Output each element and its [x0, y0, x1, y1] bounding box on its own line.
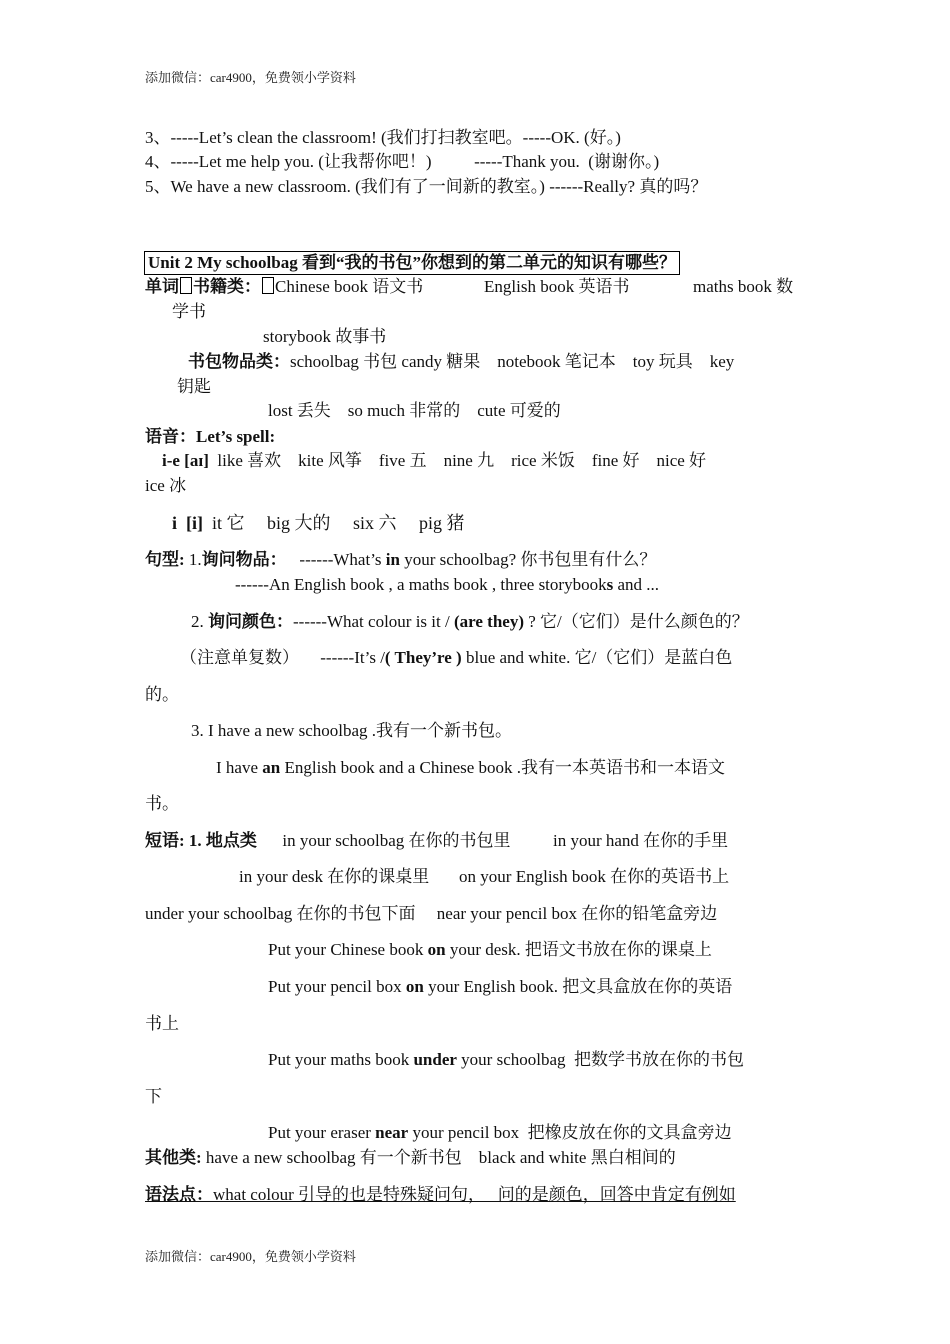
vocab-maths-book: maths book 数 [693, 277, 794, 296]
put4-a: Put your eraser [268, 1123, 376, 1142]
sentences-label: 句型: [145, 550, 185, 569]
unit-title: Unit 2 My schoolbag 看到“我的书包”你想到的第二单元的知识有哪些？ [144, 251, 680, 275]
s2-q-a: ------What colour is it / [293, 612, 454, 631]
vocab-chinese-book: Chinese book 语文书 [275, 277, 424, 296]
i-words: it 它 big 大的 six 六 pig 猪 [212, 513, 465, 533]
vocab-bag-line2: 钥匙 [177, 377, 211, 396]
phrases-line3: under your schoolbag 在你的书包下面 near your pencil box 在你的铅笔盒旁边 [145, 904, 718, 923]
sentence-1-question [145, 549, 656, 571]
dialogue-3: 3、-----Let’s clean the classroom! (我们打扫教室吧。-----OK. (好。) [145, 128, 621, 147]
vocab-book-line2: 学书 [172, 302, 206, 321]
s1-q-b: in [385, 550, 400, 569]
sentence-1-answer [235, 574, 659, 596]
s1-q-a: ------What’s [299, 550, 386, 569]
s3-l2-c: English book and a Chinese book .我有一本英语书和一本语文 [280, 758, 726, 777]
s1-title: 询问物品： [201, 550, 287, 569]
put-sentence-3-line2: 下 [145, 1087, 162, 1106]
others-line [145, 1147, 676, 1169]
s2-q-c: ? 它/（它们）是什么颜色的？ [524, 612, 749, 631]
i-sound-label: i [i] [172, 513, 203, 533]
put1-c: your desk. 把语文书放在你的课桌上 [445, 940, 712, 959]
put3-a: Put your maths book [268, 1050, 414, 1069]
s1-q-c: your schoolbag? 你书包里有什么？ [399, 550, 657, 569]
put2-a: Put your pencil box [268, 977, 406, 996]
checkbox-glyph [262, 277, 274, 294]
sentence-3-line2 [216, 757, 725, 779]
put2-c: your English book. 把文具盒放在你的英语 [423, 977, 733, 996]
put2-b: on [405, 977, 424, 996]
s1-a-a: ------An English book , a maths book , three storybook [235, 575, 607, 594]
checkbox-glyph [180, 277, 192, 294]
put-sentence-1 [268, 939, 712, 961]
page-header: 添加微信：car4900，免费领小学资料 [145, 70, 356, 85]
vocab-english-book: English book 英语书 [484, 277, 630, 296]
vocab-storybook: storybook 故事书 [263, 327, 387, 346]
dialogue-5: 5、We have a new classroom. (我们有了一间新的教室。) ------Really? 真的吗？ [145, 177, 708, 196]
bag-items: schoolbag 书包 candy 糖果 notebook 笔记本 toy 玩具 key [290, 352, 735, 371]
phonics-ie-line2: ice 冰 [145, 476, 187, 495]
s1-a-c: and ... [613, 575, 659, 594]
sentence-2-answer [180, 647, 732, 669]
put3-c: your schoolbag 把数学书放在你的书包 [456, 1050, 745, 1069]
put4-c: your pencil box 把橡皮放在你的文具盒旁边 [408, 1123, 732, 1142]
sentence-2-question [191, 611, 749, 633]
s2-number: 2. [191, 612, 204, 631]
grammar-text: what colour 引导的也是特殊疑问句， 问的是颜色，回答中肯定有例如 [213, 1185, 736, 1204]
bag-category-label: 书包物品类： [188, 352, 290, 371]
put3-b: under [413, 1050, 457, 1069]
put-sentence-2-line2: 书上 [145, 1014, 179, 1033]
grammar-label: 语法点： [145, 1185, 213, 1204]
s3-l2-b: an [262, 758, 281, 777]
vocab-label: 单词 [145, 277, 179, 296]
ie-sound-label: i-e [aɪ] [162, 451, 209, 470]
s2-q-b: (are they) [453, 612, 524, 631]
s2-title: 询问颜色： [208, 612, 293, 631]
s2-a-a: （注意单复数） ------It’s / [180, 648, 385, 667]
grammar-line [145, 1184, 736, 1206]
dialogue-4: 4、-----Let me help you. (让我帮你吧！) -----Thank you. (谢谢你。) [145, 152, 660, 171]
put4-b: near [375, 1123, 409, 1142]
s2-a-c: blue and white. 它/（它们）是蓝白色 [461, 648, 733, 667]
vocab-bag-line3: lost 丢失 so much 非常的 cute 可爱的 [268, 401, 561, 420]
put1-b: on [427, 940, 446, 959]
page-footer: 添加微信：car4900，免费领小学资料 [145, 1249, 356, 1264]
sentence-2-answer-line2: 的。 [145, 685, 179, 704]
vocab-bag-line [188, 351, 734, 373]
phonics-ie-line [162, 450, 706, 472]
phrases-line2: in your desk 在你的课桌里 on your English book 在你的英语书上 [239, 867, 730, 886]
put1-a: Put your Chinese book [268, 940, 428, 959]
vocab-book-line [145, 276, 423, 298]
ie-words: like 喜欢 kite 风筝 five 五 nine 九 rice 米饭 fine 好 nice 好 [217, 451, 707, 470]
sentence-3-line1: 3. I have a new schoolbag .我有一个新书包。 [191, 721, 513, 740]
others-text: have a new schoolbag 有一个新书包 black and white 黑白相间的 [201, 1148, 676, 1167]
phonics-label: 语音：Let’s spell: [145, 427, 276, 446]
phrases-label: 短语: 1. 地点类 [145, 831, 257, 850]
put-sentence-2 [268, 976, 732, 998]
put-sentence-3 [268, 1049, 744, 1071]
phrase-1: in your schoolbag 在你的书包里 in your hand 在你的手里 [282, 831, 729, 850]
put-sentence-4 [268, 1122, 732, 1144]
others-label: 其他类: [145, 1148, 202, 1167]
book-category-label: 书籍类： [193, 277, 261, 296]
sentence-3-line3: 书。 [145, 794, 179, 813]
phrases-line1 [145, 830, 728, 852]
phonics-i-line [172, 512, 465, 534]
s3-l2-a: I have [216, 758, 263, 777]
s1-a-b: s [606, 575, 614, 594]
s1-number: 1. [188, 550, 202, 569]
s2-a-b: ( They’re ) [384, 648, 462, 667]
